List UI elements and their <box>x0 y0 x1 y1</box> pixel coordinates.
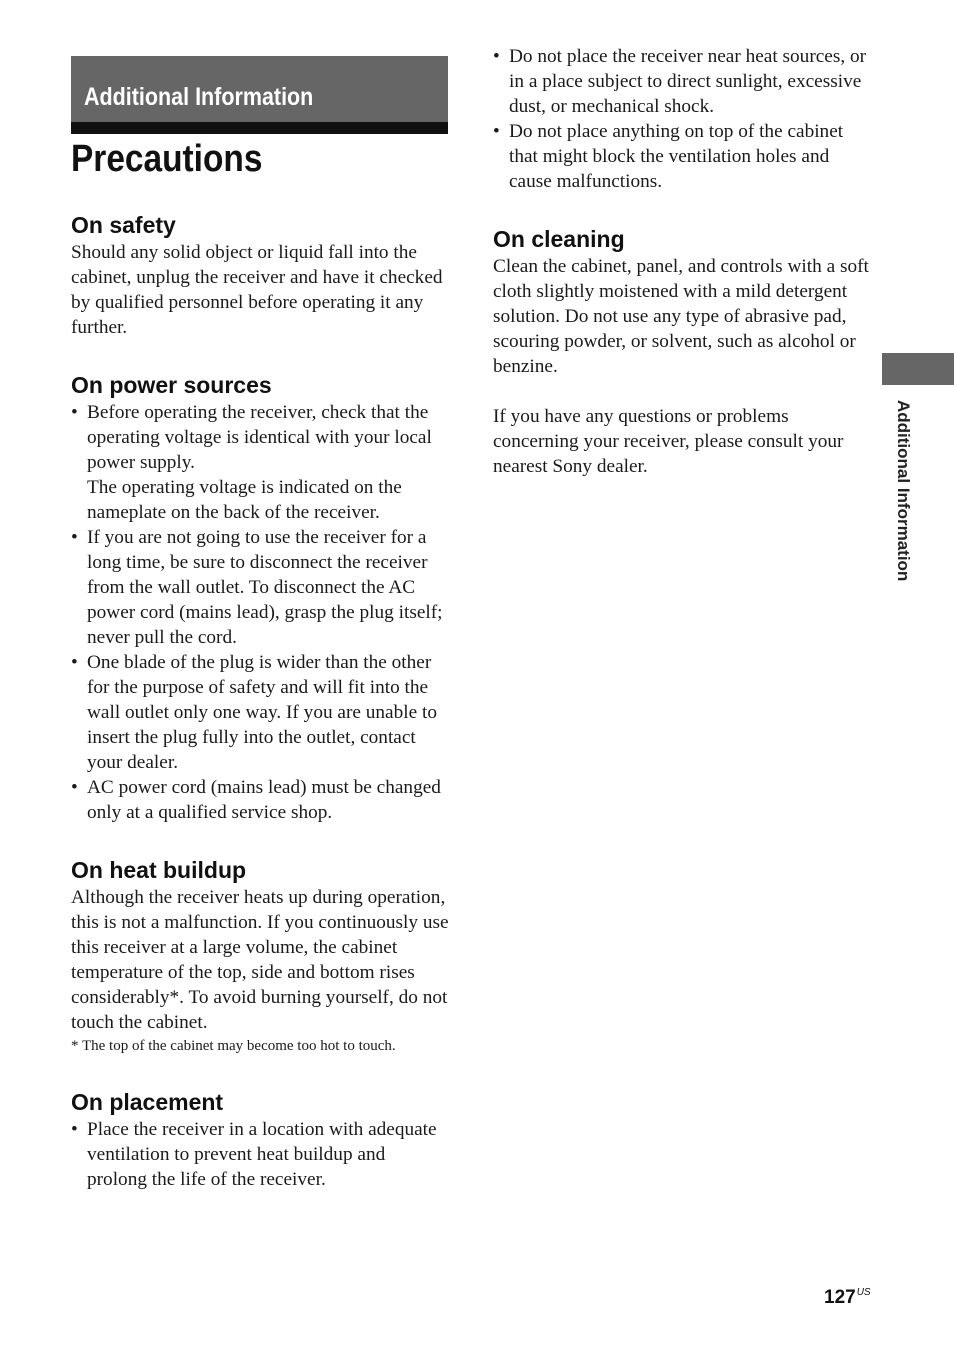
section-heading-power-sources: On power sources <box>71 372 272 398</box>
bullet-marker: • <box>493 46 500 67</box>
section-heading-heat-buildup: On heat buildup <box>71 857 247 883</box>
power-bullet-text: AC power cord (mains lead) must be changed only at a qualified service shop. <box>87 777 441 823</box>
section-safety <box>71 210 449 340</box>
power-bullet-list <box>71 400 449 825</box>
power-bullet-text: One blade of the plug is wider than the other for the purpose of safety and will fit into the wall outlet only one way. If you are unable to insert the plug fully into the outlet, contact your dealer. <box>87 652 437 773</box>
bullet-marker: • <box>71 527 78 548</box>
placement-bullet-list <box>71 1117 449 1192</box>
placement-bullet-text: Do not place anything on top of the cabinet that might block the ventilation holes and cause malfunctions. <box>509 121 844 192</box>
section-power-sources <box>71 370 449 825</box>
cleaning-closing: If you have any questions or problems concerning your receiver, please consult your nearest Sony dealer. <box>493 406 844 477</box>
placement-bullet-list-continued <box>493 44 873 194</box>
chapter-title: Additional Information <box>84 83 314 111</box>
list-item <box>71 775 449 825</box>
chapter-banner-rule <box>71 122 448 134</box>
left-column <box>71 210 449 1222</box>
section-heat-buildup <box>71 855 449 1057</box>
bullet-marker: • <box>71 402 78 423</box>
section-placement-continued <box>493 44 873 194</box>
heat-body: Although the receiver heats up during operation, this is not a malfunction. If you continuously use this receiver at a large volume, the cabinet temperature of the top, side and bottom rises considerably*. To avoid burning yourself, do not touch the cabinet. <box>71 887 449 1033</box>
list-item <box>71 525 449 650</box>
placement-bullet-text: Do not place the receiver near heat sources, or in a place subject to direct sunlight, excessive dust, or mechanical shock. <box>509 46 867 117</box>
section-heading-placement: On placement <box>71 1089 224 1115</box>
page-number-region: US <box>856 1287 871 1298</box>
power-bullet-text: Before operating the receiver, check that the operating voltage is identical with your local power supply. <box>87 402 432 473</box>
power-bullet-continuation: The operating voltage is indicated on the nameplate on the back of the receiver. <box>87 477 402 523</box>
safety-body: Should any solid object or liquid fall into the cabinet, unplug the receiver and have it checked by qualified personnel before operating it any further. <box>71 242 443 338</box>
paragraph-gap <box>493 379 873 404</box>
right-column <box>493 44 873 509</box>
list-item <box>71 400 449 525</box>
placement-bullet-text: Place the receiver in a location with adequate ventilation to prevent heat buildup and prolong the life of the receiver. <box>87 1119 437 1190</box>
side-tab-marker <box>882 353 954 385</box>
list-item <box>71 650 449 775</box>
bullet-marker: • <box>493 121 500 142</box>
bullet-marker: • <box>71 652 78 673</box>
cleaning-body: Clean the cabinet, panel, and controls with a soft cloth slightly moistened with a mild detergent solution. Do not use any type of abrasive pad, scouring powder, or solvent, such as alcohol or benzine. <box>493 256 869 377</box>
power-bullet-text: If you are not going to use the receiver for a long time, be sure to disconnect the receiver from the wall outlet. To disconnect the AC power cord (mains lead), grasp the plug itself; never pull the cord. <box>87 527 443 648</box>
list-item <box>71 1117 449 1192</box>
side-tab-label: Additional Information <box>894 400 913 582</box>
list-item <box>493 119 873 194</box>
bullet-marker: • <box>71 1119 78 1140</box>
heat-footnote: * The top of the cabinet may become too hot to touch. <box>71 1038 396 1054</box>
list-item <box>493 44 873 119</box>
section-cleaning <box>493 224 873 479</box>
page-number-value: 127 <box>824 1287 856 1308</box>
section-placement <box>71 1087 449 1192</box>
section-heading-safety: On safety <box>71 212 176 238</box>
page-title: Precautions <box>71 138 263 180</box>
page-number <box>824 1281 871 1310</box>
bullet-marker: • <box>71 777 78 798</box>
section-heading-cleaning: On cleaning <box>493 226 625 252</box>
